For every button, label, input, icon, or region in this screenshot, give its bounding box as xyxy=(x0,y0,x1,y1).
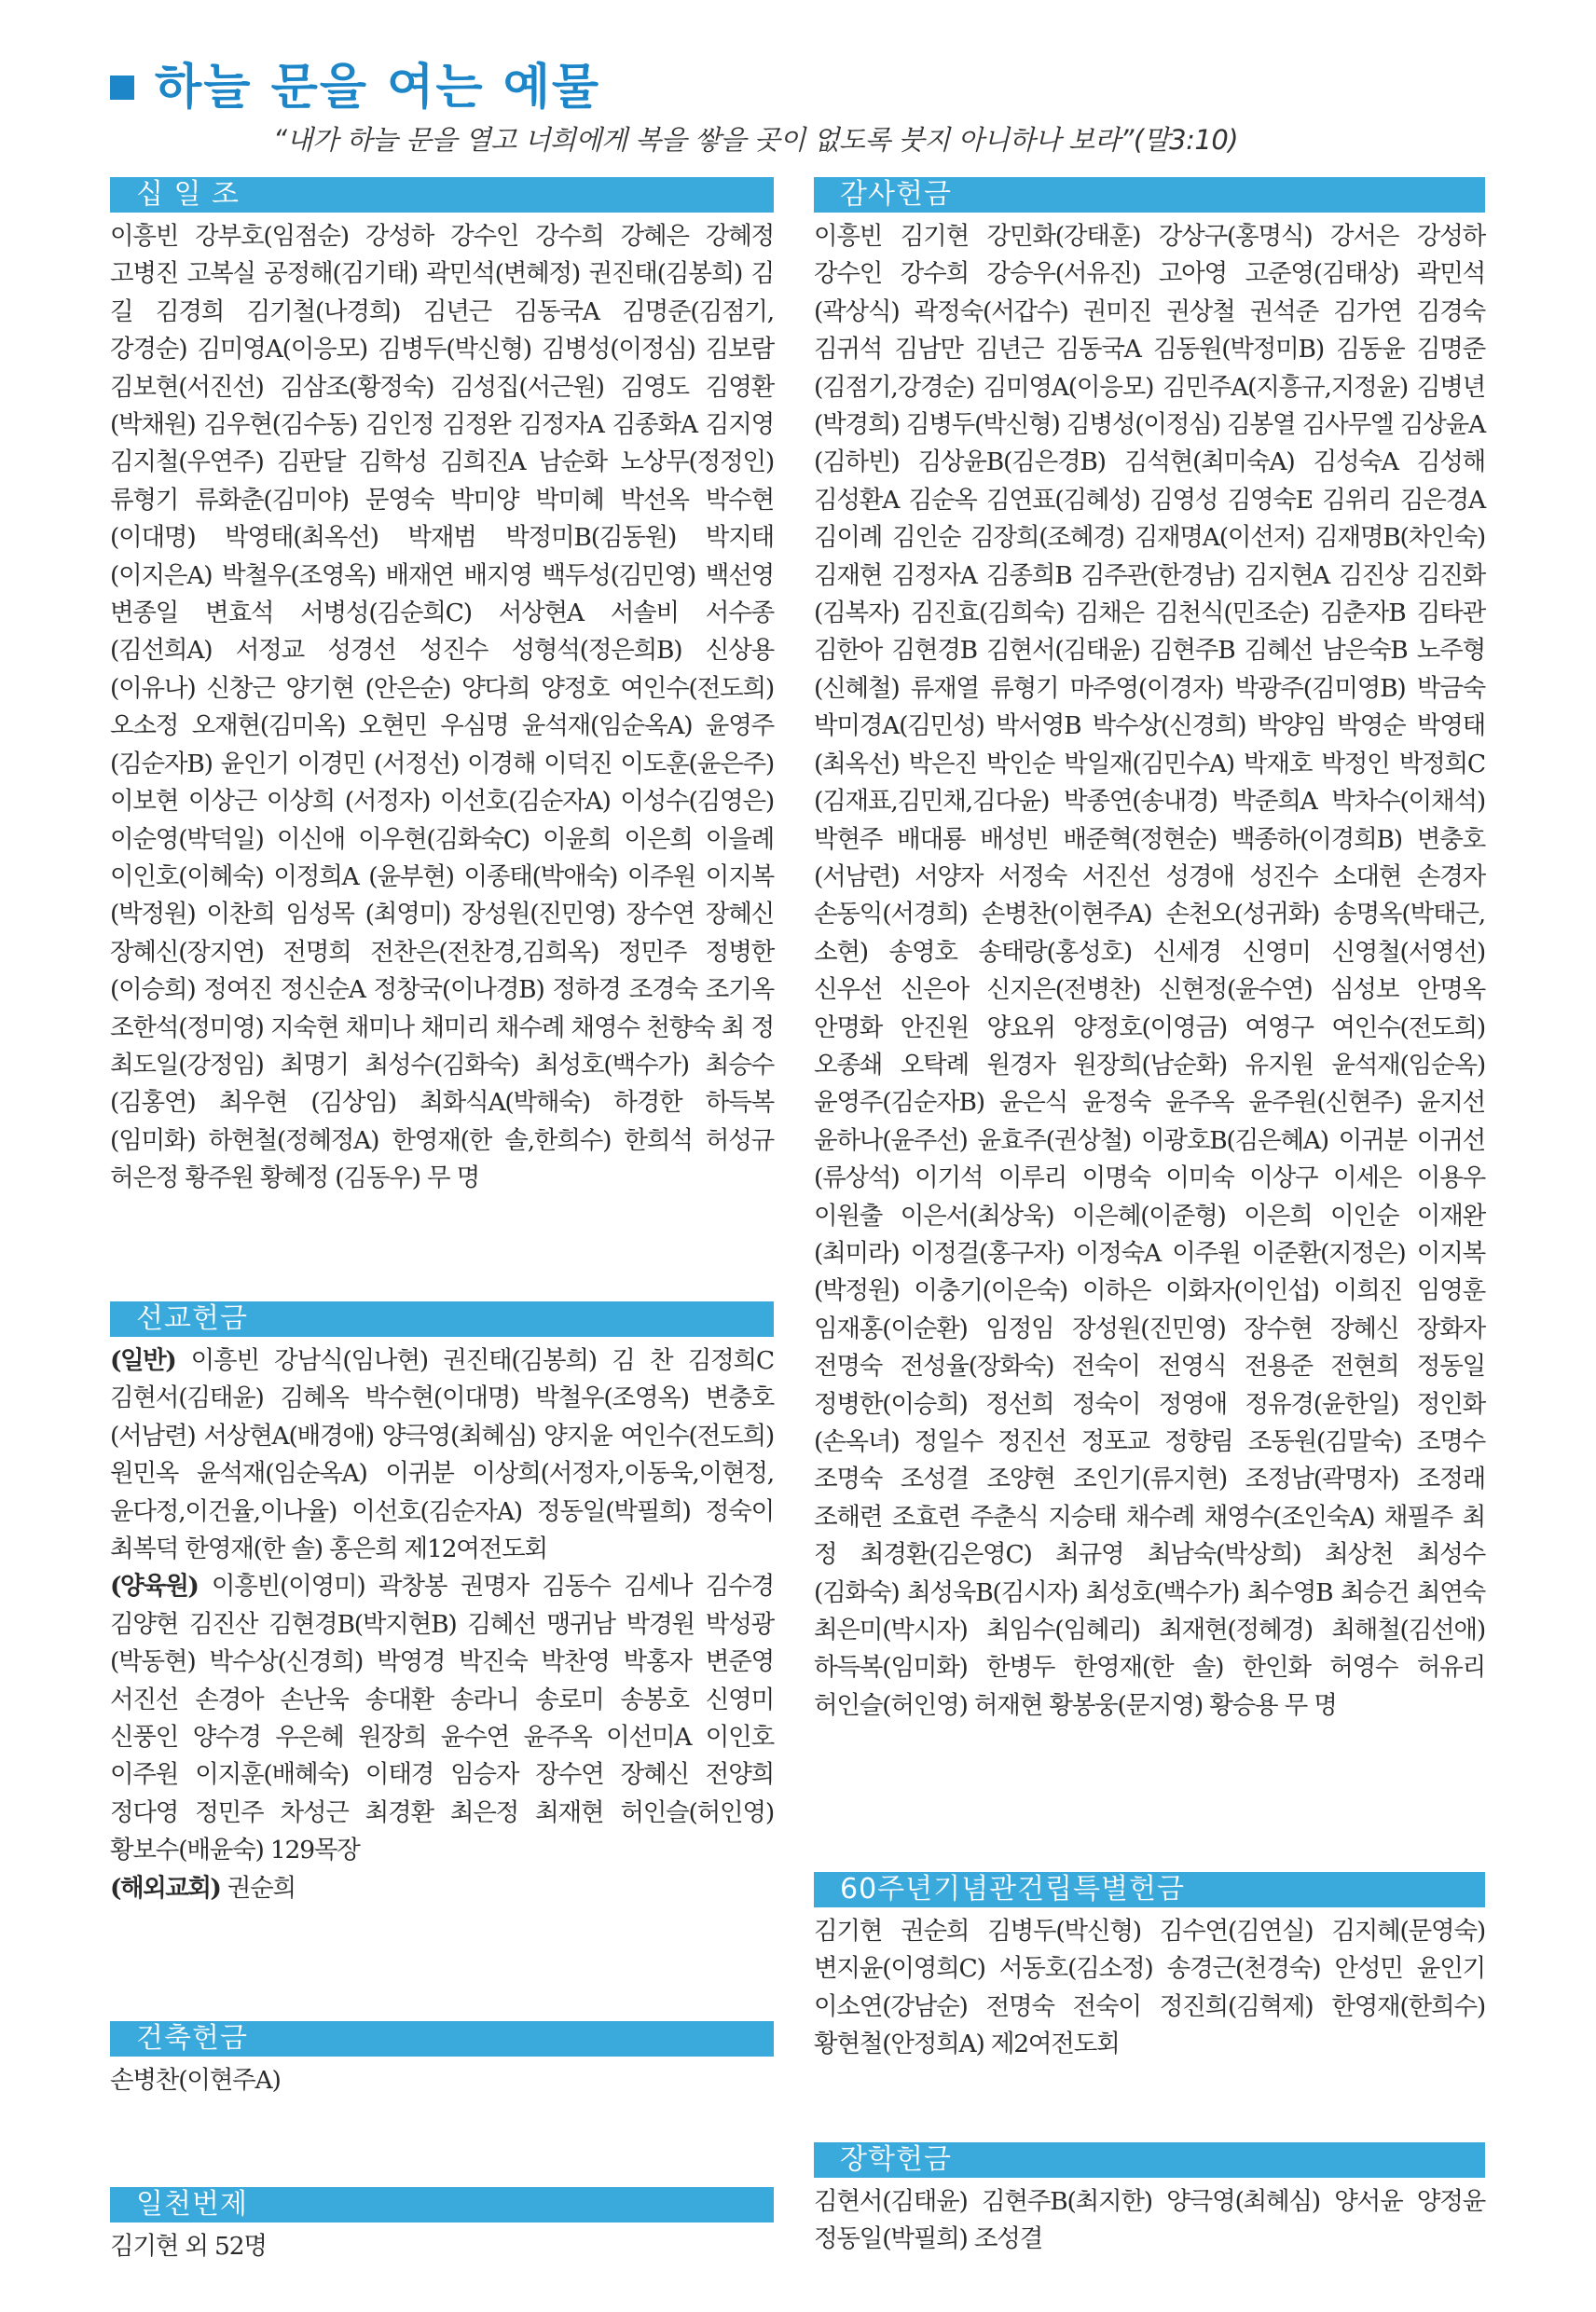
mission-group-nurture xyxy=(110,1572,774,1865)
section-body-mission xyxy=(110,1342,774,1907)
section-title-thanks: 감사헌금 xyxy=(814,177,1485,213)
section-title-tithe: 십 일 조 xyxy=(110,177,774,213)
mission-group-label: (양육원) xyxy=(110,1572,199,1602)
mission-group-general xyxy=(110,1346,774,1563)
section-body-thanks: 이흥빈 김기현 강민화(강태훈) 강상구(홍명식) 강서은 강성하 강수인 강수희 강승우(서유진) 고아영 고준영(김태상) 곽민석 (곽상식) 곽정숙(서갑수) 권미진 권상철 권석준 김가연 김경숙 김귀석 김남만 김년근 김동국A 김동원(박정미B) 김동윤 김명준 (김점기,강경순) 김미영A(이응모) 김민주A(지흥규,지정윤) 김병년 (박경희) 김병두(박신형) 김병성(이정심) 김봉열 김사무엘 김상윤A (김하빈) 김상윤B(김은경B) 김석현(최미숙A) 김성숙A 김성해 김성환A 김순옥 김연표(김혜성) 김영성 김영숙E 김위리 김은경A 김이례 김인순 김장희(조혜경) 김재명A(이선저) 김재명B(차인숙) 김재현 김정자A 김종희B 김주관(한경남) 김지현A 김진상 김진화 (김복자) 김진효(김희숙) 김채은 김천식(민조순) 김춘자B 김타관 김한아 김현경B 김현서(김태윤) 김현주B 김혜선 남은숙B 노주형 (신혜철) 류재열 류형기 마주영(이경자) 박광주(김미영B) 박금숙 박미경A(김민성) 박서영B 박수상(신경희) 박양임 박영순 박영태 (최옥선) 박은진 박인순 박일재(김민수A) 박재호 박정인 박정희C (김재표,김민채,김다윤) 박종연(송내경) 박준희A 박차수(이채석) 박현주 배대룡 배성빈 배준혁(정현순) 백종하(이경희B) 변충호 (서남련) 서양자 서정숙 서진선 성경애 성진수 소대현 손경자 손동익(서경희) 손병찬(이현주A) 손천오(성귀화) 송명옥(박태근, 소현) 송영호 송태랑(홍성호) 신세경 신영미 신영철(서영선) 신우선 신은아 신지은(전병찬) 신현정(윤수연) 심성보 안명옥 안명화 안진원 양요위 양정호(이영금) 여영구 여인수(전도희) 오종쇄 오탁례 원경자 원장희(남순화) 유지원 윤석재(임순옥) 윤영주(김순자B) 윤은식 윤정숙 윤주옥 윤주원(신현주) 윤지선 윤하나(윤주선) 윤효주(권상철) 이광호B(김은혜A) 이귀분 이귀선 (류상석) 이기석 이루리 이명숙 이미숙 이상구 이세은 이용우 이원출 이은서(최상욱) 이은혜(이준형) 이은희 이인순 이재완 (최미라) 이정걸(홍구자) 이정숙A 이주원 이준환(지정은) 이지복 (박정원) 이충기(이은숙) 이하은 이화자(이인섭) 이희진 임영훈 임재홍(이순환) 임정임 장성원(진민영) 장수현 장혜신 장화자 전명숙 전성율(장화숙) 전숙이 전영식 전용준 전현희 정동일 정병한(이승희) 정선희 정숙이 정영애 정유경(윤한일) 정인화 (손옥녀) 정일수 정진선 정포교 정향림 조동원(김말숙) 조명수 조명숙 조성결 조양현 조인기(류지현) 조정남(곽명자) 조정래 조해련 조효련 주춘식 지승태 채수례 채영수(조인숙A) 채필주 최 정 최경환(김은영C) 최규영 최남숙(박상희) 최상천 최성수 (김화숙) 최성욱B(김시자) 최성호(백수가) 최수영B 최승건 최연숙 최은미(박시자) 최임수(임혜리) 최재현(정혜경) 최해철(김선애) 하득복(임미화) 한병두 한영재(한 솔) 한인화 허영수 허유리 허인슬(허인영) 허재현 황봉웅(문지영) 황승용 무 명 xyxy=(814,222,1485,1720)
mission-group-names: 권순희 xyxy=(220,1873,296,1903)
scripture-verse: “내가 하늘 문을 열고 너희에게 복을 쌓을 곳이 없도록 붓지 아니하나 보라”(말3:10) xyxy=(273,124,1239,156)
section-body-scholarship: 김현서(김태윤) 김현주B(최지한) 양극영(최혜심) 양서윤 양정윤 정동일(박필희) 조성결 xyxy=(814,2187,1485,2254)
mission-group-names: 이흥빈(이영미) 곽창봉 권명자 김동수 김세나 김수경 김양현 김진산 김현경B(박지현B) 김혜선 맹귀남 박경원 박성광 (박동현) 박수상(신경희) 박영경 박진숙 박찬영 박홍자 변준영 서진선 손경아 손난욱 송대환 송라니 송로미 송봉호 신영미 신풍인 양수경 우은혜 원장희 윤수연 윤주옥 이선미A 이인호 이주원 이지훈(배혜숙) 이태경 임승자 장수연 장혜신 전양희 정다영 정민주 차성근 최경환 최은정 최재현 허인슬(허인영) 황보수(배윤숙) 129목장 xyxy=(110,1572,774,1865)
mission-group-label: (일반) xyxy=(110,1346,176,1375)
section-title-scholarship: 장학헌금 xyxy=(814,2142,1485,2178)
page-header xyxy=(110,58,1508,158)
section-tithe xyxy=(110,177,774,1198)
section-thanks xyxy=(814,177,1485,1725)
square-bullet-icon xyxy=(110,76,134,100)
section-scholarship xyxy=(814,2142,1485,2259)
section-body-building: 손병찬(이현주A) xyxy=(110,2066,281,2095)
section-mission xyxy=(110,1301,774,1907)
mission-group-overseas xyxy=(110,1874,296,1903)
section-title-anniversary: 60주년기념관건립특별헌금 xyxy=(814,1872,1485,1907)
section-title-mission: 선교헌금 xyxy=(110,1301,774,1337)
section-title-firstfruit: 일천번제 xyxy=(110,2187,774,2223)
mission-group-label: (해외교회) xyxy=(110,1873,221,1903)
section-firstfruit xyxy=(110,2187,774,2265)
section-body-tithe: 이흥빈 강부호(임점순) 강성하 강수인 강수희 강혜은 강혜정 고병진 고복실 공정해(김기태) 곽민석(변혜정) 권진태(김봉희) 김 길 김경희 김기철(나경희) 김년근 김동국A 김명준(김점기, 강경순) 김미영A(이응모) 김병두(박신형) 김병성(이정심) 김보람 김보현(서진선) 김삼조(황정숙) 김성집(서근원) 김영도 김영환 (박채원) 김우현(김수동) 김인정 김정완 김정자A 김종화A 김지영 김지철(우연주) 김판달 김학성 김희진A 남순화 노상무(정정인) 류형기 류화춘(김미야) 문영숙 박미양 박미혜 박선옥 박수현 (이대명) 박영태(최옥선) 박재범 박정미B(김동원) 박지태(이지은A) 박철우(조영옥) 배재연 배지영 백두성(김민영) 백선영 변종일 변효석 서병성(김순희C) 서상현A 서솔비 서수종(김선희A) 서정교 성경선 성진수 성형석(정은희B) 신상용(이유나) 신창근 양기현 (안은순) 양다희 양정호 여인수(전도희) 오소정 오재현(김미옥) 오현민 우심명 윤석재(임순옥A) 윤영주(김순자B) 윤인기 이경민 (서정선) 이경해 이덕진 이도훈(윤은주) 이보현 이상근 이상희 (서정자) 이선호(김순자A) 이성수(김영은) 이순영(박덕일) 이신애 이우현(김화숙C) 이윤희 이은희 이을례 이인호(이혜숙) 이정희A (윤부현) 이종태(박애숙) 이주원 이지복(박정원) 이찬희 임성목 (최영미) 장성원(진민영) 장수연 장혜신 장혜신(장지연) 전명희 전찬은(전찬경,김희옥) 정민주 정병한(이승희) 정여진 정신순A 정창국(이나경B) 정하경 조경숙 조기옥 조한석(정미영) 지숙현 채미나 채미리 채수례 채영수 천향숙 최 정 최도일(강정임) 최명기 최성수(김화숙) 최성호(백수가) 최승수(김홍연) 최우현 (김상임) 최화식A(박해숙) 하경한 하득복(임미화) 하현철(정혜정A) 한영재(한 솔,한희수) 한희석 허성규 허은정 황주원 황혜정 (김동우) 무 명 xyxy=(110,222,774,1193)
section-title-building: 건축헌금 xyxy=(110,2021,774,2057)
title-row xyxy=(110,58,1508,117)
page-title: 하늘 문을 여는 예물 xyxy=(155,60,601,116)
section-anniversary xyxy=(814,1872,1485,2064)
mission-group-names: 이흥빈 강남식(임나현) 권진태(김봉희) 김 찬 김정희C 김현서(김태윤) 김혜옥 박수현(이대명) 박철우(조영옥) 변충호 (서남련) 서상현A(배경애) 양극영(최혜심) 양지윤 여인수(전도희) 원민옥 윤석재(임순옥A) 이귀분 이상희(서정자,이동욱,이현정, 윤다정,이건율,이나율) 이선호(김순자A) 정동일(박필희) 정숙이 최복덕 한영재(한 솔) 홍은희 제12여전도회 xyxy=(110,1346,774,1564)
section-building xyxy=(110,2021,774,2099)
section-body-firstfruit: 김기현 외 52명 xyxy=(110,2232,267,2261)
section-body-anniversary: 김기현 권순희 김병두(박신형) 김수연(김연실) 김지혜(문영숙) 변지윤(이영희C) 서동호(김소정) 송경근(천경숙) 안성민 윤인기 이소연(강남순) 전명숙 전숙이 정진희(김혁제) 한영재(한희수) 황현철(안정희A) 제2여전도회 xyxy=(814,1917,1485,2059)
